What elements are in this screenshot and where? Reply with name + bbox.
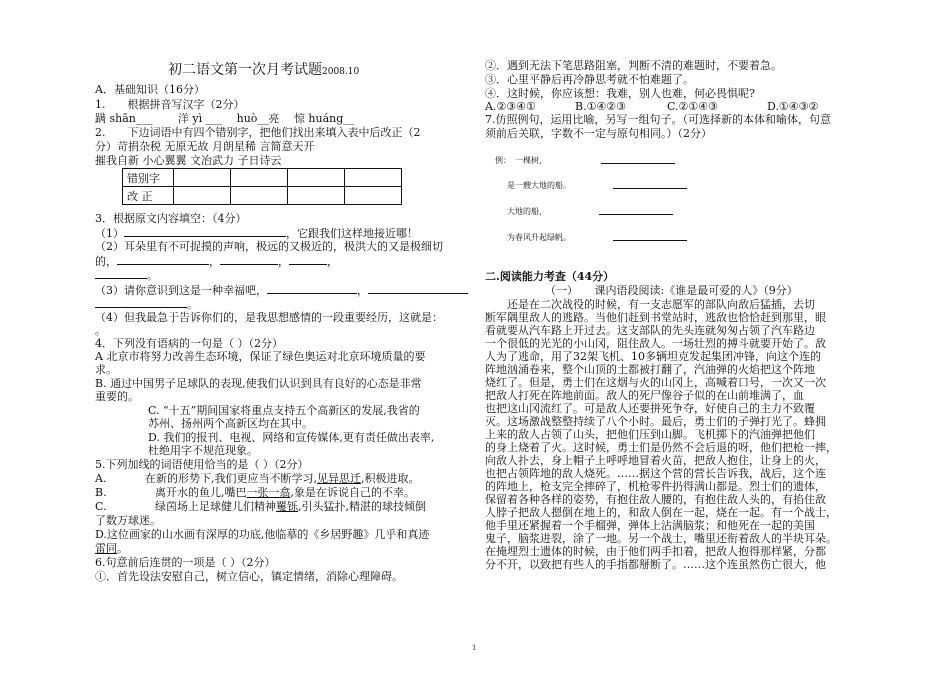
q3-sep: ，: [357, 284, 368, 297]
q7-answer-line[interactable]: [613, 239, 687, 241]
q5-text: ,积极进取。: [361, 472, 420, 485]
q6-item-3: ③．心里平静后再冷静思考就不怕难题了。: [485, 73, 694, 86]
q2-line2: 分）苛捐杂税 无原无故 月朗星稀 言简意天开: [95, 140, 315, 153]
q4-option-b: B. 通过中国男子足球队的表现,使我们认识到具有良好的心态是非常: [95, 377, 422, 390]
q5-option-d-cont: [95, 542, 128, 555]
q5-option-a: [95, 472, 420, 485]
q5-text: 绿茵场上足球健儿们精神: [155, 500, 276, 513]
q6-item-1: ①．首先设法安慰自己，树立信心，镇定情绪，消除心理障碍。: [95, 570, 403, 583]
q3-line8: 。: [95, 324, 106, 337]
q6-option[interactable]: D.①④③②: [767, 100, 819, 113]
answer-blank[interactable]: [368, 283, 468, 294]
q6-item-2: ②．遇到无法下笔思路阻塞，判断不清的难题时，不要着急。: [485, 59, 782, 72]
answer-blank[interactable]: [289, 254, 327, 265]
exam-title: [168, 64, 359, 79]
q5-text: 。: [117, 542, 128, 555]
q3-line5: [95, 283, 468, 297]
table-cell[interactable]: [231, 187, 288, 205]
passage-line: 他手里还紧握着一个手榴弹，弹体上沾满脑浆；和他死在一起的美国: [485, 519, 815, 532]
q7-answer-line[interactable]: [599, 213, 673, 215]
q6-option[interactable]: B.①④②③: [575, 100, 627, 113]
q3-line7: （4）但我最急于告诉你们的，是我思想感情的一段重要经历，这就是：: [95, 311, 443, 324]
q3-text: 。: [187, 298, 198, 311]
option-label: C.: [95, 500, 107, 513]
passage-line: 也把这山冈流红了。可是敌人还要拼死争夺，好使自己的主力不致覆: [485, 402, 815, 415]
underlined-word: 见异思迁: [317, 472, 361, 485]
answer-blank[interactable]: [220, 254, 278, 265]
answer-blank[interactable]: [124, 226, 286, 237]
passage-line: 阵地汹涌卷来，整个山顶的土都被打翻了，汽油弹的火焰把这个阵地: [485, 363, 815, 376]
passage-line: 上来的敌人占领了山头，把他们压到山脚。飞机掷下的汽油弹把他们: [485, 428, 815, 441]
q5-option-c: [95, 500, 426, 513]
q7-example-3: 大地的船，: [507, 207, 547, 216]
q1-item: huò__亮: [236, 112, 280, 125]
q3-prompt: 3．根据原文内容填空：（4分）: [95, 212, 247, 225]
q1-item: 洋 yì ___: [177, 112, 223, 125]
q3-line1: [95, 226, 418, 240]
q7-example-4: 为春风升起绿帆。: [507, 233, 571, 242]
table-label-correct: 改 正: [123, 187, 174, 205]
passage-line: 也把占领阵地的敌人烧死。……据这个营的营长告诉我，战后，这个连: [485, 467, 826, 480]
passage-line: 保留着各种各样的姿势，有抱住敌人腰的，有抱住敌人头的，有掐住敌: [485, 493, 826, 506]
passage-line: 把敌人打死在阵地前面。敌人的死尸像谷子似的在山前堆满了，血: [485, 389, 804, 402]
table-cell[interactable]: [288, 187, 345, 205]
q5-option-d: D.这位画家的山水画有深厚的功底,他临摹的《乡居野趣》几乎和真迹: [95, 528, 430, 541]
table-cell[interactable]: [231, 169, 288, 187]
q5-text: 在新的形势下,我们更应当不断学习,: [145, 472, 317, 485]
q4-option-b-cont: 重要的。: [95, 390, 139, 403]
q4-option-c: C. “十五”期间国家将重点支持五个高新区的发展,我省的: [148, 404, 420, 417]
passage-line: 鬼子，脑浆进裂，涂了一地。另一个战士，嘴里还衔着敌人的半块耳朵。: [485, 532, 837, 545]
q3-sep: ，: [209, 255, 220, 268]
q5-option-b: [95, 486, 415, 499]
passage-line: 的身上烧着了火。这时候，勇士们是仍然不会后退的呀，他们把枪一摔，: [485, 441, 837, 454]
q3-label: （1）: [95, 227, 124, 240]
q1-item: 惊 huáng__: [293, 112, 355, 125]
passage-line: 人为了逃命，用了32架飞机、10多辆坦克发起集团冲锋，向这个连的: [485, 350, 821, 363]
q3-line6: [95, 297, 198, 311]
q4-option-d: D. 我们的报刊、电视、网络和宣传媒体,更有责任做出表率,: [148, 431, 435, 444]
q4-prompt: 4．下列没有语病的一句是（ ）（2分）: [95, 337, 283, 350]
q7-answer-line[interactable]: [613, 187, 687, 189]
underlined-word: 雷同: [95, 542, 117, 555]
q5-text: ,象是在诉说自己的不幸。: [290, 486, 415, 499]
q3-sep: ，: [327, 255, 338, 268]
table-cell[interactable]: [174, 187, 231, 205]
table-cell[interactable]: [345, 169, 402, 187]
passage-line: 看就要从汽车路上开过去。这支部队的先头连就匆匆占领了汽车路边: [485, 324, 815, 337]
passage-line: 分不开，以致把有些人的手指都掰断了。……这个连虽然伤亡很大，他: [485, 558, 826, 571]
q3-text: 。: [147, 269, 158, 282]
reading-passage: [485, 298, 837, 571]
passage-line: 一个很低的光光的小山冈，阻住敌人。一场壮烈的搏斗就要开始了。敌: [485, 337, 826, 350]
table-cell[interactable]: [288, 169, 345, 187]
passage-line: 人脖子把敌人摁倒在地上的，和敌人倒在一起，烧在一起。有一个战士，: [485, 506, 837, 519]
q5-text: 离开水的鱼儿,嘴巴: [155, 486, 247, 499]
table-cell[interactable]: [345, 187, 402, 205]
q5-prompt: 5.下列加线的词语使用恰当的是（ ）（2分）: [95, 458, 309, 471]
page-number: 1: [472, 644, 477, 652]
q1-prompt: 1. 根据拼音写汉字（2分）: [95, 98, 245, 111]
q1-item: 蹒 shān___: [95, 112, 153, 125]
q7-line1: 7.仿照例句，运用比喻，另写一组句子。（可选择新的本体和喻体，句意: [485, 113, 831, 126]
table-cell[interactable]: [174, 169, 231, 187]
q2-line3: 摧我自新 小心翼翼 文冶武力 子日诗云: [95, 154, 282, 167]
q1-items: [95, 112, 354, 125]
passage-line: 在掩埋烈士遗体的时候，由于他们两手扣着，把敌人抱得那样紧，分都: [485, 545, 826, 558]
exam-date: 2008.10: [322, 67, 360, 77]
q4-option-a-cont: 求。: [95, 363, 117, 376]
passage-line: 向敌人扑去，身上帽子上呼呼地冒着火苗，把敌人抱住，让身上的火，: [485, 454, 826, 467]
passage-line: 断军隅里敌人的逃路。当他们赶到书堂站时，逃敌也恰恰赶到那里，眼: [485, 311, 826, 324]
q6-item-4: ④．这时候，你应该想：我难，别人也难，何必畏惧呢?: [485, 87, 755, 100]
underlined-word: 一张一翕: [246, 486, 291, 499]
passage-line: 的阵地上，枪支完全摔碎了，机枪零件扔得满山都是。烈士们的遗体，: [485, 480, 826, 493]
q3-line3: [95, 254, 338, 268]
q2-line1: 2. 下边词语中有四个错别字，把他们找出来填入表中后改正（2: [95, 126, 421, 139]
error-correction-table: [122, 168, 402, 205]
section-b-subheading: （一） 课内语段阅读:《谁是最可爱的人》（9分）: [545, 284, 798, 297]
q3-text: ，它跟我们这样地接近哪！: [286, 227, 418, 240]
answer-blank[interactable]: [95, 297, 187, 308]
table-label-wrong: 错别字: [123, 169, 174, 187]
q6-option[interactable]: C.②①④③: [667, 100, 718, 113]
section-b-heading: 二.阅读能力考查（44分）: [485, 270, 615, 283]
q3-text: 的，: [95, 255, 117, 268]
q3-text: （3）请你意识到这是一种幸福吧，: [95, 284, 267, 297]
option-label: B.: [95, 486, 107, 499]
q5-text: ,引头猛扑,精湛的球技倾倒: [298, 500, 426, 513]
q3-line4: [95, 268, 158, 282]
q7-line2: 须前后关联，字数不一定与原句相同。）（2分）: [485, 127, 712, 140]
q7-answer-line[interactable]: [601, 162, 675, 164]
answer-blank[interactable]: [95, 268, 147, 279]
q6-option[interactable]: A.②③④①: [485, 100, 536, 113]
q7-example-1: 例： 一棵树，: [495, 156, 547, 165]
title-text: 初二语文第一次月考试题: [168, 62, 322, 78]
option-label: A.: [95, 472, 107, 485]
q3-line2: （2）耳朵里有不可捉摸的声响，极远的又极近的，极洪大的又是极细切: [95, 240, 443, 253]
right-column: [475, 0, 950, 675]
underlined-word: 矍铄: [276, 500, 298, 513]
q4-option-a: A 北京市将努力改善生态环境，保证了绿色奥运对北京环境质量的要: [95, 350, 426, 363]
section-a-heading: A．基础知识（16分）: [95, 83, 205, 96]
q4-option-c-cont: 苏州、扬州两个高新区均在其中。: [148, 417, 313, 430]
q6-options: [485, 100, 818, 113]
q5-option-c-cont: 了数万球迷。: [95, 514, 161, 527]
q4-option-d-cont: 杜绝用字不规范现象。: [148, 444, 258, 457]
passage-line: 灭。这场激战整整持续了八个小时。最后，勇士们的子弹打光了。蜂拥: [485, 415, 826, 428]
passage-line: 还是在二次战役的时候，有一支志愿军的部队向敌后猛插，去切: [485, 298, 815, 311]
q3-sep: ，: [278, 255, 289, 268]
q7-example-2: 是一艘大地的船。: [507, 181, 571, 190]
answer-blank[interactable]: [117, 254, 209, 265]
answer-blank[interactable]: [267, 283, 357, 294]
passage-line: 烧红了。但是，勇士们在这烟与火的山冈上，高喊着口号，一次又一次: [485, 376, 826, 389]
q6-prompt: 6.句意前后连贯的一项是（ ）（2分）: [95, 556, 276, 569]
